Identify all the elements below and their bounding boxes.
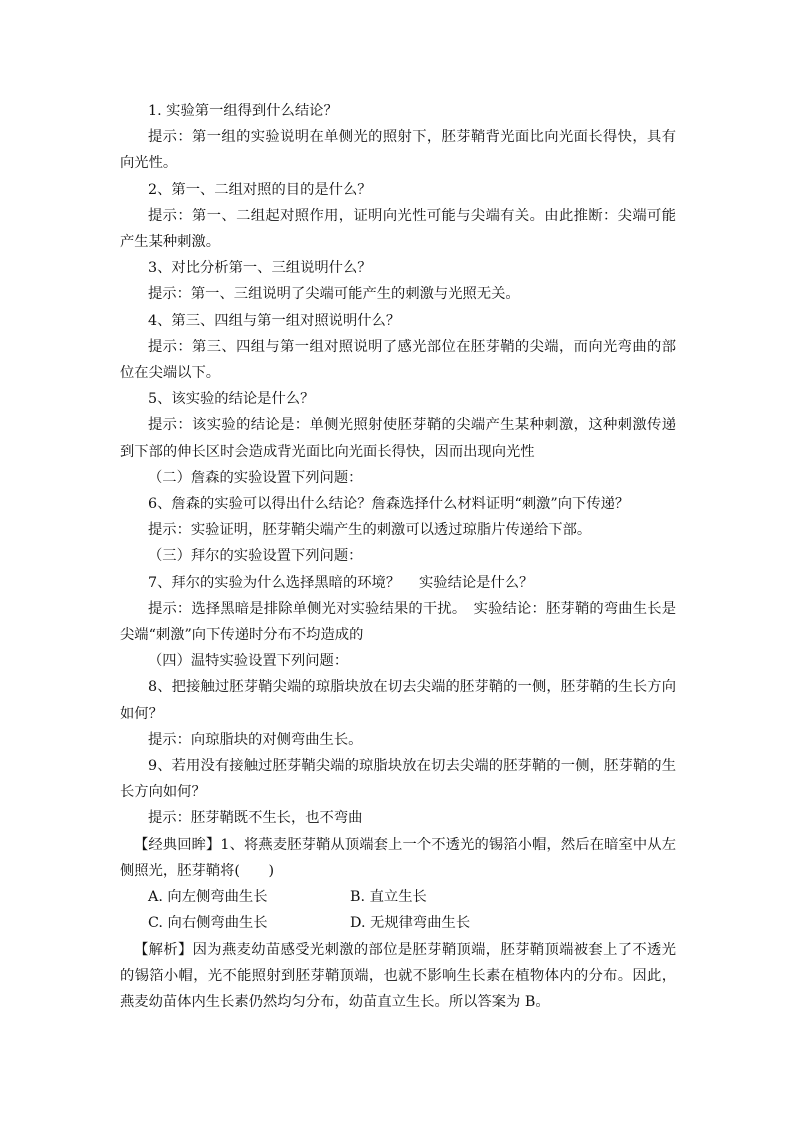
answer-8: 提示：向琼脂块的对侧弯曲生长。 — [148, 731, 363, 748]
question-6: 6、詹森的实验可以得出什么结论？詹森选择什么材料证明“刺激”向下传递？ — [148, 496, 630, 513]
question-4: 4、第三、四组与第一组对照说明什么？ — [148, 312, 401, 329]
question-7: 7、拜尔的实验为什么选择黑暗的环境？ 实验结论是什么？ — [148, 574, 534, 591]
options-row-2 — [120, 910, 676, 936]
document-page — [120, 98, 676, 1015]
example-question — [120, 832, 676, 884]
question-9: 9、若用没有接触过胚芽鞘尖端的琼脂块放在切去尖端的胚芽鞘的一侧，胚芽鞘的生长方向如何？ — [120, 758, 676, 801]
question-5: 5、该实验的结论是什么？ — [148, 391, 315, 408]
answer-9: 提示：胚芽鞘既不生长，也不弯曲 — [148, 810, 363, 827]
question-2: 2、第一、二组对照的目的是什么？ — [148, 181, 372, 198]
answer-5: 提示：该实验的结论是：单侧光照射使胚芽鞘的尖端产生某种刺激，这种刺激传递到下部的伸长区时会造成背光面比向光面长得快，因而出现向光性 — [120, 417, 676, 460]
option-a: A. 向左侧弯曲生长 — [148, 889, 268, 906]
analysis-paragraph — [120, 937, 676, 1016]
options-row-1 — [120, 884, 676, 910]
option-d: D. 无规律弯曲生长 — [350, 915, 471, 932]
answer-3: 提示：第一、三组说明了尖端可能产生的刺激与光照无关。 — [148, 286, 520, 303]
option-b: B. 直立生长 — [350, 889, 427, 906]
question-1: 1. 实验第一组得到什么结论？ — [148, 103, 338, 119]
answer-4: 提示：第三、四组与第一组对照说明了感光部位在胚芽鞘的尖端，而向光弯曲的部位在尖端以下。 — [120, 338, 676, 382]
section-heading-went: （四）温特实验设置下列问题： — [148, 653, 349, 670]
question-3: 3、对比分析第一、三组说明什么？ — [148, 260, 372, 277]
option-c: C. 向右侧弯曲生长 — [148, 915, 268, 932]
example-stem: 1、将燕麦胚芽鞘从顶端套上一个不透光的锡箔小帽，然后在暗室中从左侧照光，胚芽鞘将( ) — [120, 836, 677, 879]
answer-7: 提示：选择黑暗是排除单侧光对实验结果的干扰。 实验结论：胚芽鞘的弯曲生长是尖端“刺激”向下传递时分布不均造成的 — [120, 600, 676, 644]
section-heading-paal: （三）拜尔的实验设置下列问题： — [148, 548, 363, 565]
section-heading-jensen: （二）詹森的实验设置下列问题： — [148, 469, 363, 486]
analysis-tag: 【解析】 — [134, 941, 193, 958]
example-tag: 【经典回眸】 — [134, 836, 221, 853]
question-8: 8、把接触过胚芽鞘尖端的琼脂块放在切去尖端的胚芽鞘的一侧，胚芽鞘的生长方向如何？ — [120, 679, 676, 722]
analysis-text: 因为燕麦幼苗感受光刺激的部位是胚芽鞘顶端，胚芽鞘顶端被套上了不透光的锡箔小帽，光不能照射到胚芽鞘顶端，也就不影响生长素在植物体内的分布。因此，燕麦幼苗体内生长素仍然均匀分布，幼苗直立生长。所以答案为 B。 — [120, 941, 677, 1010]
answer-1: 提示：第一组的实验说明在单侧光的照射下，胚芽鞘背光面比向光面长得快，具有向光性。 — [120, 129, 676, 172]
answer-2: 提示：第一、二组起对照作用，证明向光性可能与尖端有关。由此推断：尖端可能产生某种刺激。 — [120, 207, 676, 251]
answer-6: 提示：实验证明，胚芽鞘尖端产生的刺激可以透过琼脂片传递给下部。 — [148, 522, 592, 539]
